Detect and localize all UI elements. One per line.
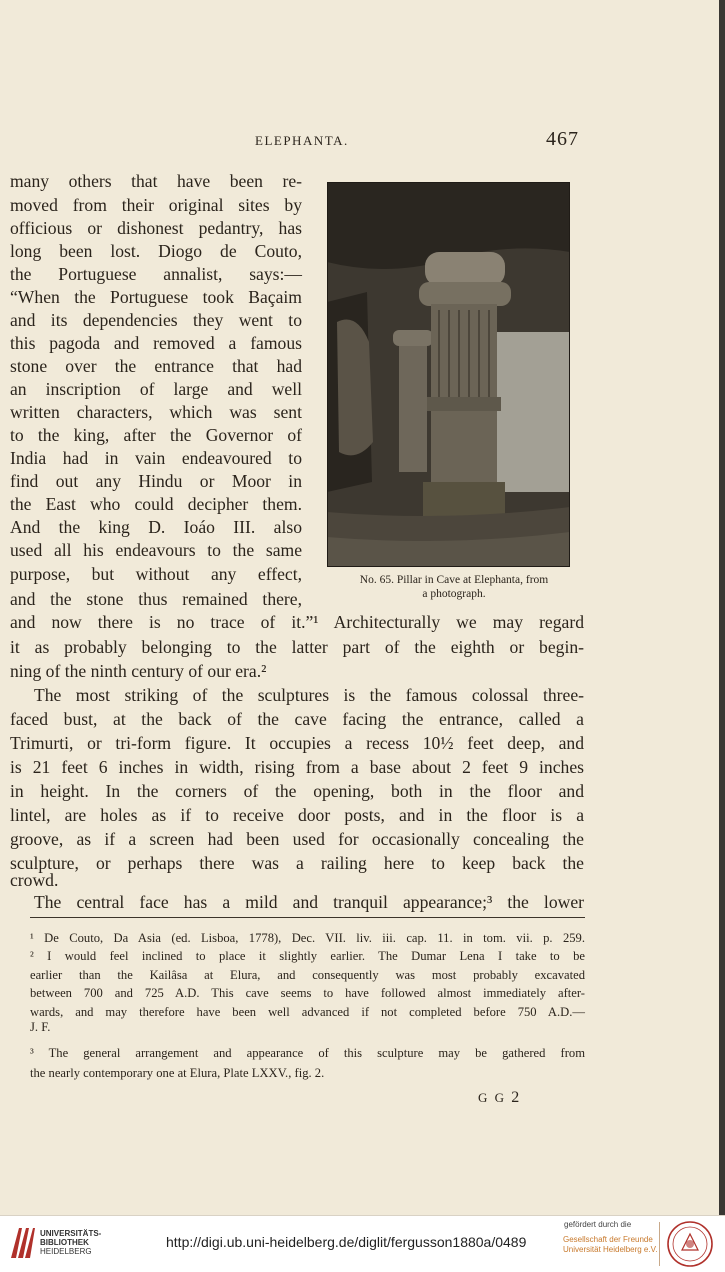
figure-caption xyxy=(320,573,588,601)
university-library-logo-icon xyxy=(8,1224,36,1260)
university-seal-icon xyxy=(666,1220,714,1268)
text-line: officious or dishonest pedantry, has xyxy=(10,218,302,238)
caption-number: No. 65. xyxy=(359,574,394,586)
text-line: sculpture, or perhaps there was a railing here to keep back the xyxy=(10,853,584,873)
text-line: this pagoda and removed a famous xyxy=(10,333,302,353)
text-line: and now there is no trace of it.”¹ Architecturally we may regard xyxy=(10,612,584,632)
footnote-line: J. F. xyxy=(30,1020,51,1034)
text-line: in height. In the corners of the opening, both in the floor and xyxy=(10,781,584,801)
text-line: an inscription of large and well xyxy=(10,379,302,399)
society-name xyxy=(563,1235,657,1254)
footnote-line: earlier than the Kailâsa at Elura, and consequently was most probably excavated xyxy=(30,968,585,982)
text-line: and the stone thus remained there, xyxy=(10,589,302,609)
text-line: lintel, are holes as if to receive door posts, and in the floor is a xyxy=(10,805,584,825)
source-url-link[interactable]: http://digi.ub.uni-heidelberg.de/diglit/fergusson1880a/0489 xyxy=(166,1234,527,1250)
text-line: stone over the entrance that had xyxy=(10,356,302,376)
page-number: 467 xyxy=(546,128,579,150)
text-line: written characters, which was sent xyxy=(10,402,302,422)
footnote-rule xyxy=(30,917,585,918)
text-line: faced bust, at the back of the cave facing the entrance, called a xyxy=(10,709,584,729)
footer-divider xyxy=(659,1222,660,1266)
text-line: Trimurti, or tri-form figure. It occupies a recess 10½ feet deep, and xyxy=(10,733,584,753)
text-line: India had in vain endeavoured to xyxy=(10,448,302,468)
text-line: many others that have been re- xyxy=(10,171,302,191)
pillar-engraving xyxy=(327,182,570,567)
footnote-line: the nearly contemporary one at Elura, Plate LXXV., fig. 2. xyxy=(30,1066,325,1080)
text-line: The most striking of the sculptures is the famous colossal three- xyxy=(34,685,584,705)
footnote-line: ² I would feel inclined to place it slightly earlier. The Dumar Lena I take to be xyxy=(30,949,585,963)
library-name xyxy=(40,1230,101,1256)
signature-letters: G G xyxy=(478,1090,507,1105)
running-header: ELEPHANTA. xyxy=(255,133,349,148)
footnote-line: ³ The general arrangement and appearance of this sculpture may be gathered from xyxy=(30,1046,585,1060)
text-line: purpose, but without any effect, xyxy=(10,564,302,584)
cave-pillar-illustration xyxy=(327,182,570,567)
text-line: “When the Portuguese took Baçaim xyxy=(10,287,302,307)
text-line: long been lost. Diogo de Couto, xyxy=(10,241,302,261)
library-line-1: UNIVERSITÄTS- xyxy=(40,1229,102,1238)
text-line: and its dependencies they went to xyxy=(10,310,302,330)
caption-text: Pillar in Cave at Elephanta, from xyxy=(396,574,549,586)
text-line: used all his endeavours to the same xyxy=(10,540,302,560)
text-line: it as probably belonging to the latter part of the eighth or begin- xyxy=(10,637,584,657)
text-line: ning of the ninth century of our era.² xyxy=(10,661,267,681)
text-line: find out any Hindu or Moor in xyxy=(10,471,302,491)
text-line: the East who could decipher them. xyxy=(10,494,302,514)
society-line-2: Universität Heidelberg e.V. xyxy=(563,1244,658,1254)
library-line-2: BIBLIOTHEK xyxy=(40,1237,89,1247)
signature-number: 2 xyxy=(511,1089,522,1106)
page-edge-shadow xyxy=(719,0,725,1215)
text-line: to the king, after the Governor of xyxy=(10,425,302,445)
text-line: is 21 feet 6 inches in width, rising from a base about 2 feet 9 inches xyxy=(10,757,584,777)
library-line-3: HEIDELBERG xyxy=(40,1246,92,1256)
text-line: crowd. xyxy=(10,870,59,890)
funded-by-label: gefördert durch die xyxy=(564,1220,632,1229)
text-line: The central face has a mild and tranquil appearance;³ the lower xyxy=(34,892,584,912)
text-line: And the king D. Ioáo III. also xyxy=(10,517,302,537)
society-line-1: Gesellschaft der Freunde xyxy=(563,1235,653,1244)
text-line: moved from their original sites by xyxy=(10,195,302,215)
caption-text-2: a photograph. xyxy=(422,588,486,601)
footnote-line: wards, and may therefore have been well advanced if not completed before 750 A.D.— xyxy=(30,1005,585,1019)
text-line: groove, as if a screen had been used for occasionally concealing the xyxy=(10,829,584,849)
signature-mark xyxy=(478,1089,521,1107)
footnote-line: ¹ De Couto, Da Asia (ed. Lisboa, 1778), Dec. VII. liv. iii. cap. 11. in tom. vii. p. 259. xyxy=(30,931,585,945)
footnote-line: between 700 and 725 A.D. This cave seems to have followed almost immediately after- xyxy=(30,986,585,1000)
text-line: the Portuguese annalist, says:— xyxy=(10,264,302,284)
